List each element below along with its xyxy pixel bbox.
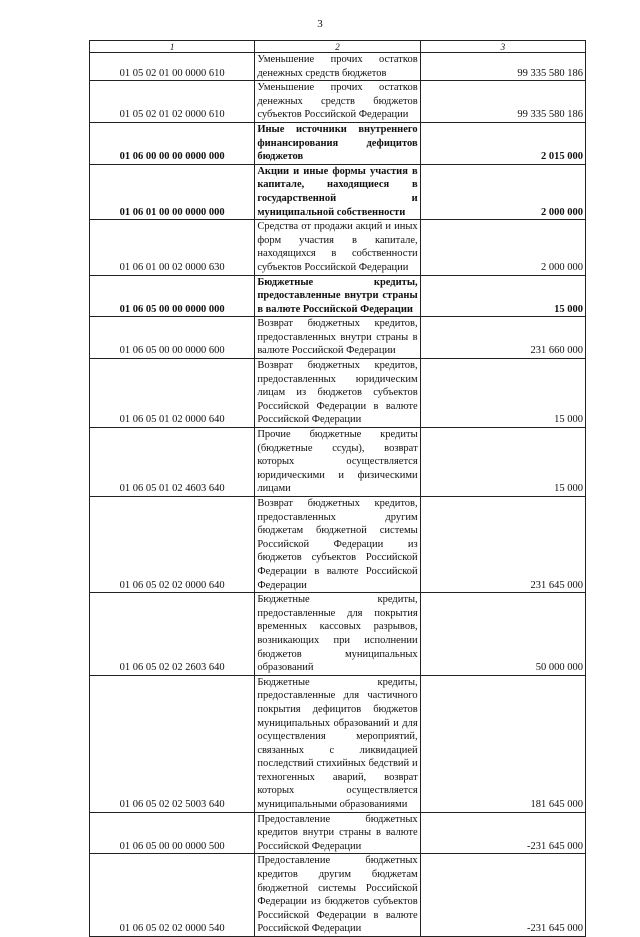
row-description: Уменьшение прочих остатков денежных средств бюджетов — [255, 53, 420, 81]
row-code: 01 06 05 02 02 2603 640 — [90, 593, 255, 676]
row-description: Бюджетные кредиты, предоставленные для частичного покрытия дефицитов бюджетов муниципальных образований и для осуществления мероприятий, связанных с ликвидацией последствий стихийных бедствий и техногенных аварий, возврат которых осуществляется муниципальными образованиями — [255, 675, 420, 812]
table-row — [90, 854, 586, 937]
row-description: Возврат бюджетных кредитов, предоставленных внутри страны в валюте Российской Федерации — [255, 317, 420, 359]
table-row — [90, 675, 586, 812]
table-row — [90, 81, 586, 123]
row-code: 01 06 05 02 02 0000 540 — [90, 854, 255, 937]
row-description: Бюджетные кредиты, предоставленные для покрытия временных кассовых разрывов, возникающих при исполнении бюджетов муниципальных образований — [255, 593, 420, 676]
row-description: Предоставление бюджетных кредитов внутри страны в валюте Российской Федерации — [255, 812, 420, 854]
table-row — [90, 593, 586, 676]
table-row — [90, 317, 586, 359]
table-row — [90, 220, 586, 275]
budget-sources-table — [89, 40, 586, 937]
row-code: 01 06 05 01 02 0000 640 — [90, 359, 255, 428]
row-amount: 50 000 000 — [420, 593, 585, 676]
row-description: Средства от продажи акций и иных форм участия в капитале, находящихся в собственности субъектов Российской Федерации — [255, 220, 420, 275]
column-header-amount: 3 — [420, 41, 585, 53]
row-code: 01 06 05 02 02 0000 640 — [90, 497, 255, 593]
row-description: Иные источники внутреннего финансирования дефицитов бюджетов — [255, 122, 420, 164]
table-header-row — [90, 41, 586, 53]
row-amount: 15 000 — [420, 275, 585, 317]
row-amount: 99 335 580 186 — [420, 53, 585, 81]
row-description: Предоставление бюджетных кредитов другим бюджетам бюджетной системы Российской Федерации из бюджетов субъектов Российской Федерации в валюте Российской Федерации — [255, 854, 420, 937]
row-description: Возврат бюджетных кредитов, предоставленных юридическим лицам из бюджетов субъектов Российской Федерации в валюте Российской Федерации — [255, 359, 420, 428]
row-description: Акции и иные формы участия в капитале, находящиеся в государственной и муниципальной собственности — [255, 164, 420, 219]
row-amount: 15 000 — [420, 428, 585, 497]
row-code: 01 06 00 00 00 0000 000 — [90, 122, 255, 164]
table-row — [90, 53, 586, 81]
column-header-description: 2 — [255, 41, 420, 53]
row-code: 01 06 05 00 00 0000 600 — [90, 317, 255, 359]
row-amount: 2 015 000 — [420, 122, 585, 164]
row-amount: -231 645 000 — [420, 812, 585, 854]
row-description: Прочие бюджетные кредиты (бюджетные ссуды), возврат которых осуществляется юридическими и физическими лицами — [255, 428, 420, 497]
row-code: 01 06 05 00 00 0000 000 — [90, 275, 255, 317]
table-body — [90, 53, 586, 937]
table-row — [90, 164, 586, 219]
row-description: Возврат бюджетных кредитов, предоставленных другим бюджетам бюджетной системы Российской Федерации из бюджетов субъектов Российской Федерации в валюте Российской Федерации — [255, 497, 420, 593]
page-number: 3 — [317, 18, 323, 30]
row-amount: 2 000 000 — [420, 164, 585, 219]
table-row — [90, 359, 586, 428]
row-amount: 231 645 000 — [420, 497, 585, 593]
row-code: 01 06 05 00 00 0000 500 — [90, 812, 255, 854]
row-code: 01 06 01 00 00 0000 000 — [90, 164, 255, 219]
row-amount: 99 335 580 186 — [420, 81, 585, 123]
row-description: Уменьшение прочих остатков денежных средств бюджетов субъектов Российской Федерации — [255, 81, 420, 123]
row-amount: 231 660 000 — [420, 317, 585, 359]
row-code: 01 06 05 01 02 4603 640 — [90, 428, 255, 497]
row-amount: -231 645 000 — [420, 854, 585, 937]
table-row — [90, 497, 586, 593]
row-code: 01 06 05 02 02 5003 640 — [90, 675, 255, 812]
table-row — [90, 428, 586, 497]
row-amount: 15 000 — [420, 359, 585, 428]
row-code: 01 05 02 01 00 0000 610 — [90, 53, 255, 81]
table-row — [90, 812, 586, 854]
table-row — [90, 122, 586, 164]
column-header-code: 1 — [90, 41, 255, 53]
table-row — [90, 275, 586, 317]
row-amount: 181 645 000 — [420, 675, 585, 812]
row-amount: 2 000 000 — [420, 220, 585, 275]
row-code: 01 06 01 00 02 0000 630 — [90, 220, 255, 275]
row-code: 01 05 02 01 02 0000 610 — [90, 81, 255, 123]
row-description: Бюджетные кредиты, предоставленные внутри страны в валюте Российской Федерации — [255, 275, 420, 317]
